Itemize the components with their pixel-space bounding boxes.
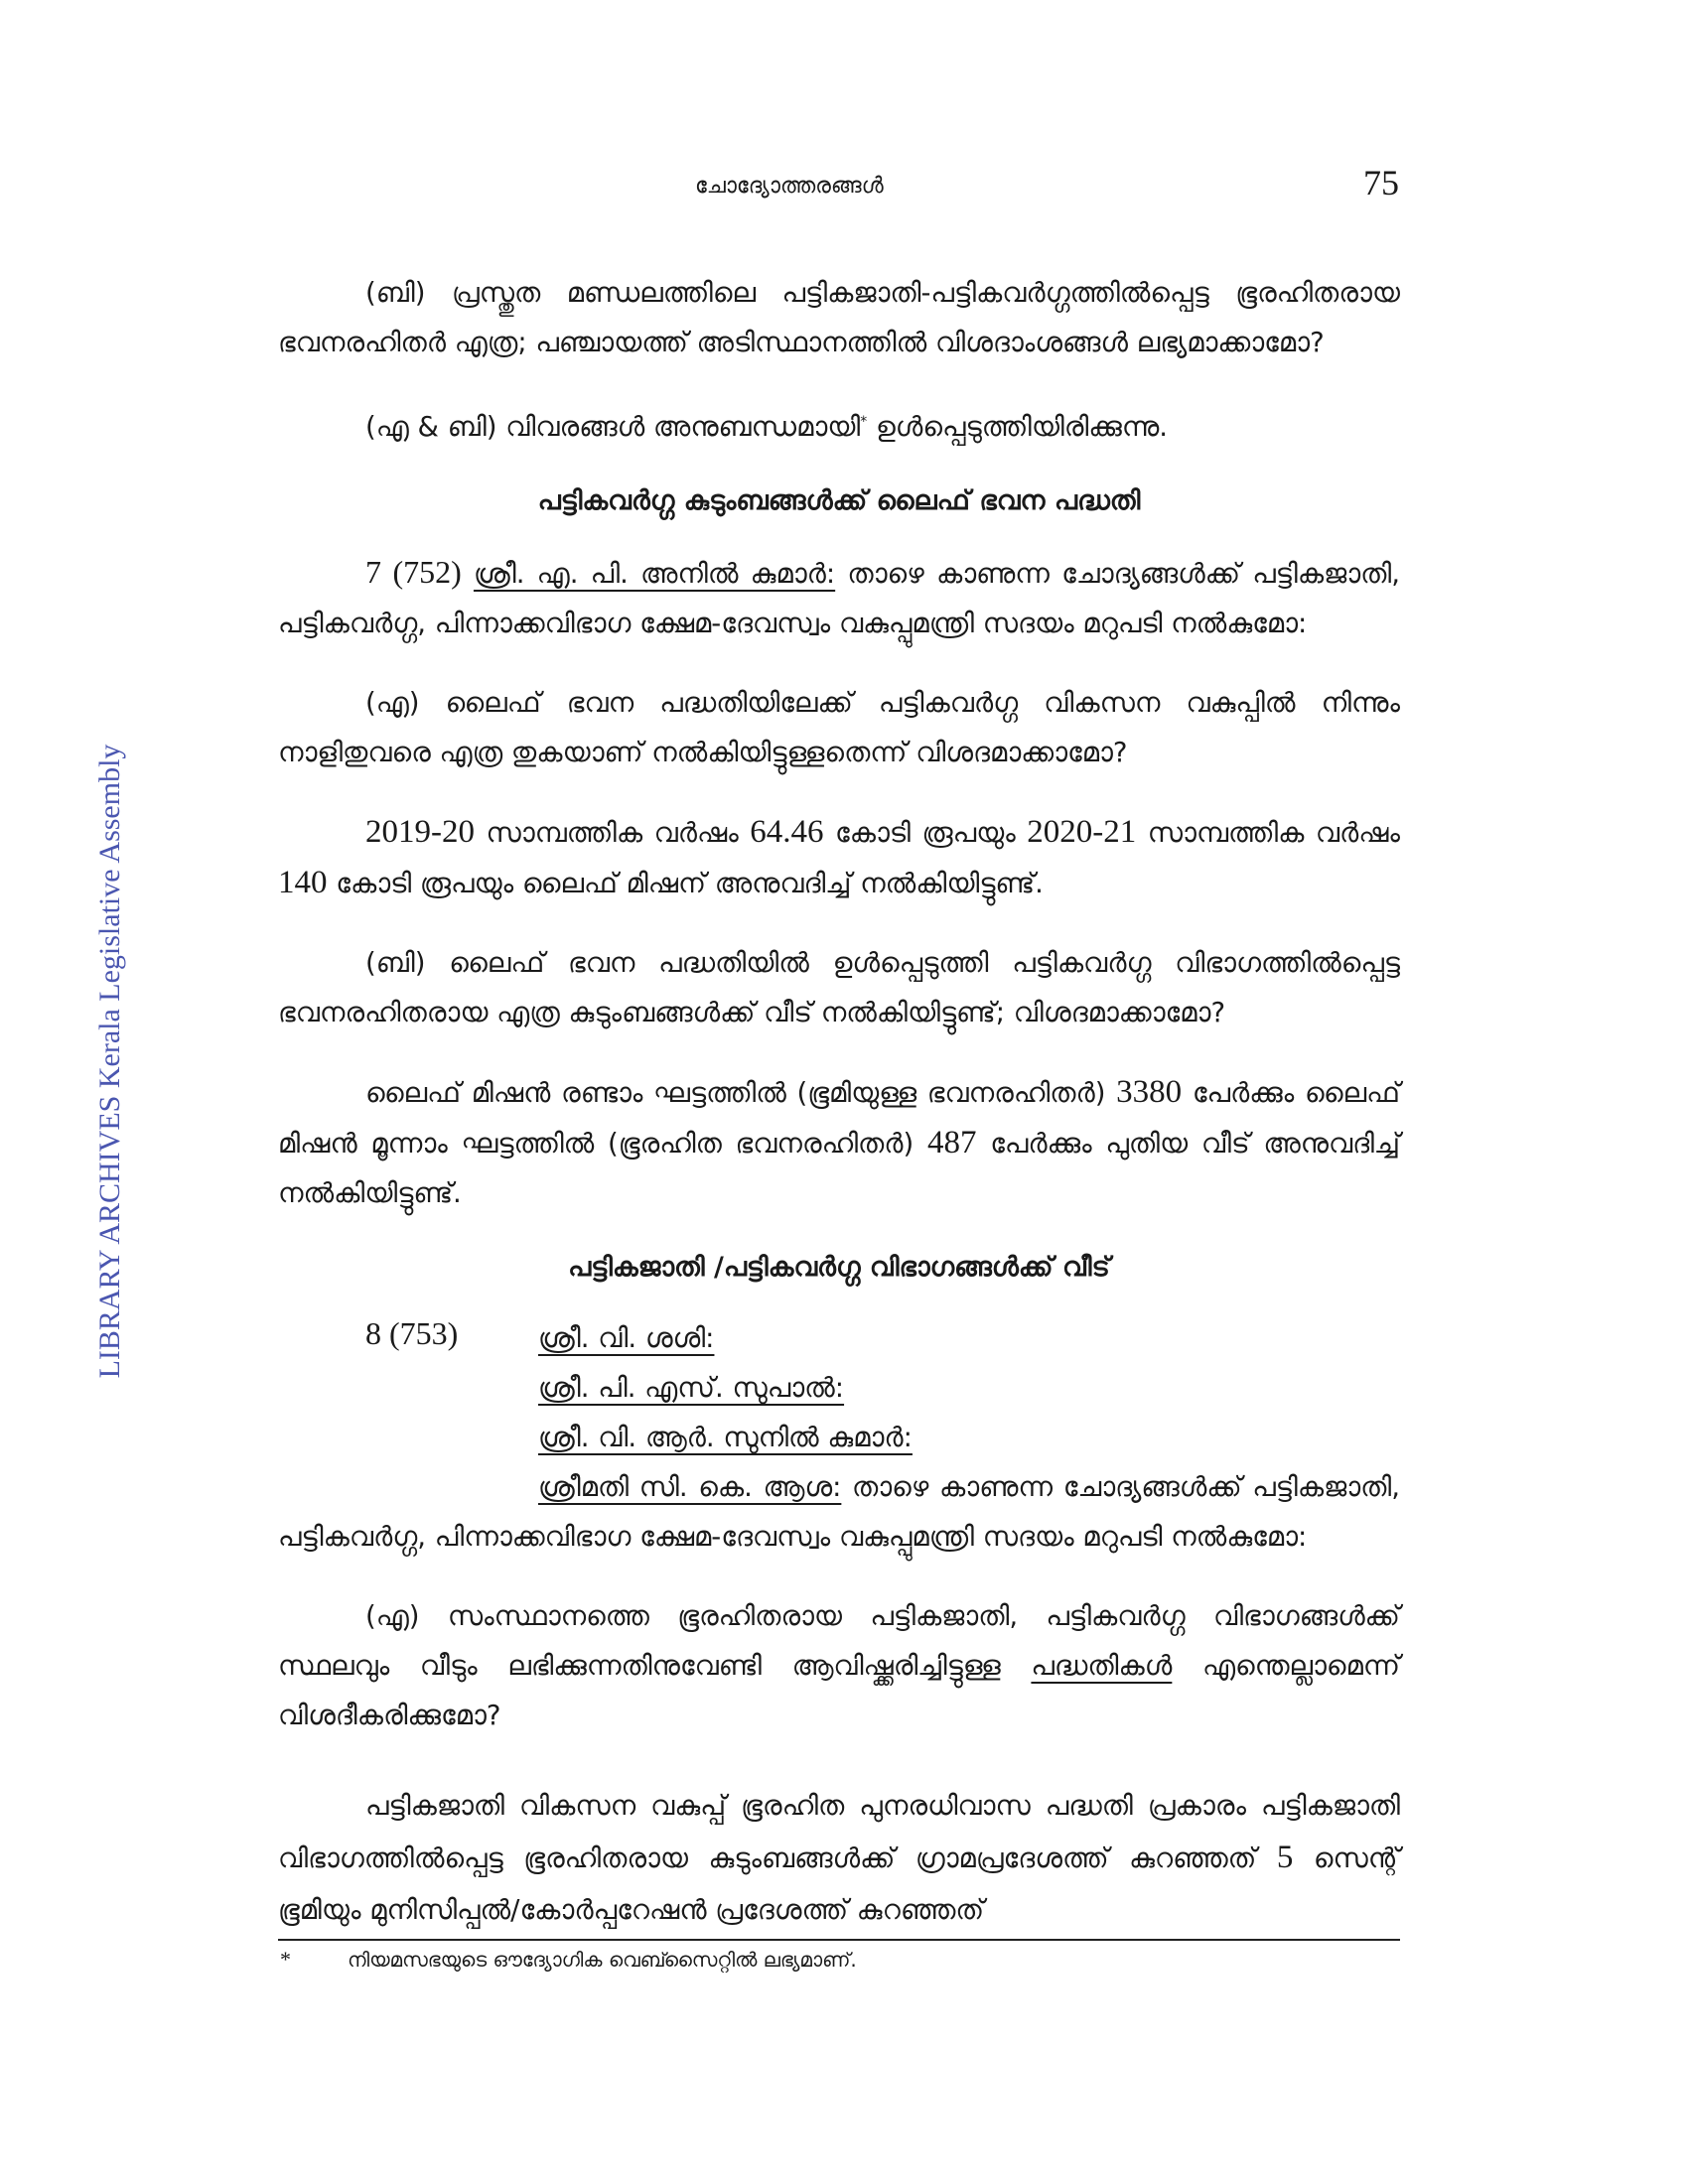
footnote-divider xyxy=(278,1939,1400,1941)
member-list xyxy=(278,1313,1400,1462)
footnote xyxy=(280,1947,857,1973)
footnote-ref: * xyxy=(860,414,868,430)
answer-8a: പട്ടികജാതി വികസന വകുപ്പ് ഭൂരഹിത പുനരധിവാസ പദ്ധതി പ്രകാരം പട്ടികജാതി വിഭാഗത്തിൽപ്പെട്ട ഭൂരഹിതരായ കുടുംബങ്ങൾക്ക് ഗ്രാമപ്രദേശത്ത് കുറഞ്ഞത് 5 സെന്റ് ഭൂമിയും മുനിസിപ്പൽ/കോർപ്പറേഷൻ പ്രദേശത്ത് കുറഞ്ഞത് xyxy=(278,1790,1400,1927)
question-7b: (ബി) ലൈഫ് ഭവന പദ്ധതിയിൽ ഉൾപ്പെടുത്തി പട്ടികവർഗ്ഗ വിഭാഗത്തിൽപ്പെട്ട ഭവനരഹിതരായ എത്ര കുടുംബങ്ങൾക്ക് വീട് നൽകിയിട്ടുണ്ട്; വിശദമാക്കാമോ? xyxy=(278,947,1400,1029)
page-body xyxy=(278,268,1400,1936)
member-name: ശ്രീ. എ. പി. അനിൽ കുമാർ: xyxy=(473,558,836,591)
member-name: ശ്രീ. വി. ശശി: xyxy=(538,1322,715,1355)
page-number: 75 xyxy=(1363,163,1399,203)
question-7a: (എ) ലൈഫ് ഭവന പദ്ധതിയിലേക്ക് പട്ടികവർഗ്ഗ വികസന വകുപ്പിൽ നിന്നും നാളിതുവരെ എത്ര തുകയാണ് നൽകിയിട്ടുള്ളതെന്ന് വിശദമാക്കാമോ? xyxy=(278,687,1400,769)
question-8a: (എ) സംസ്ഥാനത്തെ ഭൂരഹിതരായ പട്ടികജാതി, പട്ടികവർഗ്ഗ വിഭാഗങ്ങൾക്ക് സ്ഥലവും വീടും ലഭിക്കുന്നതിനുവേണ്ടി ആവിഷ്ക്കരിച്ചിട്ടുള്ള പദ്ധതികൾ എന്തെല്ലാമെന്ന് വിശദീകരിക്കുമോ? xyxy=(278,1600,1400,1732)
section-heading-8: പട്ടികജാതി /പട്ടികവർഗ്ഗ വിഭാഗങ്ങൾക്ക് വീട് xyxy=(568,1252,1110,1284)
question-7-intro: 7 (752) ശ്രീ. എ. പി. അനിൽ കുമാർ: താഴെ കാണുന്ന ചോദ്യങ്ങൾക്ക് പട്ടികജാതി, പട്ടികവർഗ്ഗ, പിന്നാക്കവിഭാഗ ക്ഷേമ-ദേവസ്വം വകുപ്പുമന്ത്രി സദയം മറുപടി നൽകുമോ: xyxy=(278,554,1400,640)
answer-7b: ലൈഫ് മിഷൻ രണ്ടാം ഘട്ടത്തിൽ (ഭൂമിയുള്ള ഭവനരഹിതർ) 3380 പേർക്കും ലൈഫ് മിഷൻ മൂന്നാം ഘട്ടത്തിൽ (ഭൂരഹിത ഭവനരഹിതർ) 487 പേർക്കും പുതിയ വീട് അനുവദിച്ച് നൽകിയിട്ടുണ്ട്. xyxy=(278,1074,1400,1210)
question-number: 7 (752) xyxy=(365,554,462,591)
running-header: ചോദ്യോത്തരങ്ങൾ xyxy=(695,174,884,199)
section-heading-7: പട്ടികവർഗ്ഗ കുടുംബങ്ങൾക്ക് ലൈഫ് ഭവന പദ്ധതി xyxy=(537,485,1141,517)
answer-a-b: (എ & ബി) വിവരങ്ങൾ അനുബന്ധമായി* ഉൾപ്പെടുത്തിയിരിക്കുന്നു. xyxy=(365,411,1169,444)
member-name: ശ്രീമതി സി. കെ. ആശ: xyxy=(538,1471,842,1504)
member-name: ശ്രീ. പി. എസ്. സുപാൽ: xyxy=(538,1372,845,1405)
footnote-mark: * xyxy=(280,1947,291,1972)
archive-watermark: LIBRARY ARCHIVES Kerala Legislative Assembly xyxy=(93,744,126,1379)
question-number: 8 (753) xyxy=(365,1315,459,1352)
question-b-text: (ബി) പ്രസ്തുത മണ്ഡലത്തിലെ പട്ടികജാതി-പട്ടികവർഗ്ഗത്തിൽപ്പെട്ട ഭൂരഹിതരായ ഭവനരഹിതർ എത്ര; പഞ്ചായത്ത് അടിസ്ഥാനത്തിൽ വിശദാംശങ്ങൾ ലഭ്യമാക്കാമോ? xyxy=(278,277,1400,358)
question-8-intro: ശ്രീമതി സി. കെ. ആശ: താഴെ കാണുന്ന ചോദ്യങ്ങൾക്ക് പട്ടികജാതി, പട്ടികവർഗ്ഗ, പിന്നാക്കവിഭാഗ ക്ഷേമ-ദേവസ്വം വകുപ്പുമന്ത്രി സദയം മറുപടി നൽകുമോ: xyxy=(278,1471,1400,1554)
footnote-text: നിയമസഭയുടെ ഔദ്യോഗിക വെബ്സൈറ്റിൽ ലഭ്യമാണ്. xyxy=(348,1948,857,1972)
answer-7a: 2019-20 സാമ്പത്തിക വർഷം 64.46 കോടി രൂപയും 2020-21 സാമ്പത്തിക വർഷം 140 കോടി രൂപയും ലൈഫ് മിഷന് അനുവദിച്ച് നൽകിയിട്ടുണ്ട്. xyxy=(278,814,1401,901)
member-name: ശ്രീ. വി. ആർ. സുനിൽ കുമാർ: xyxy=(538,1422,913,1454)
